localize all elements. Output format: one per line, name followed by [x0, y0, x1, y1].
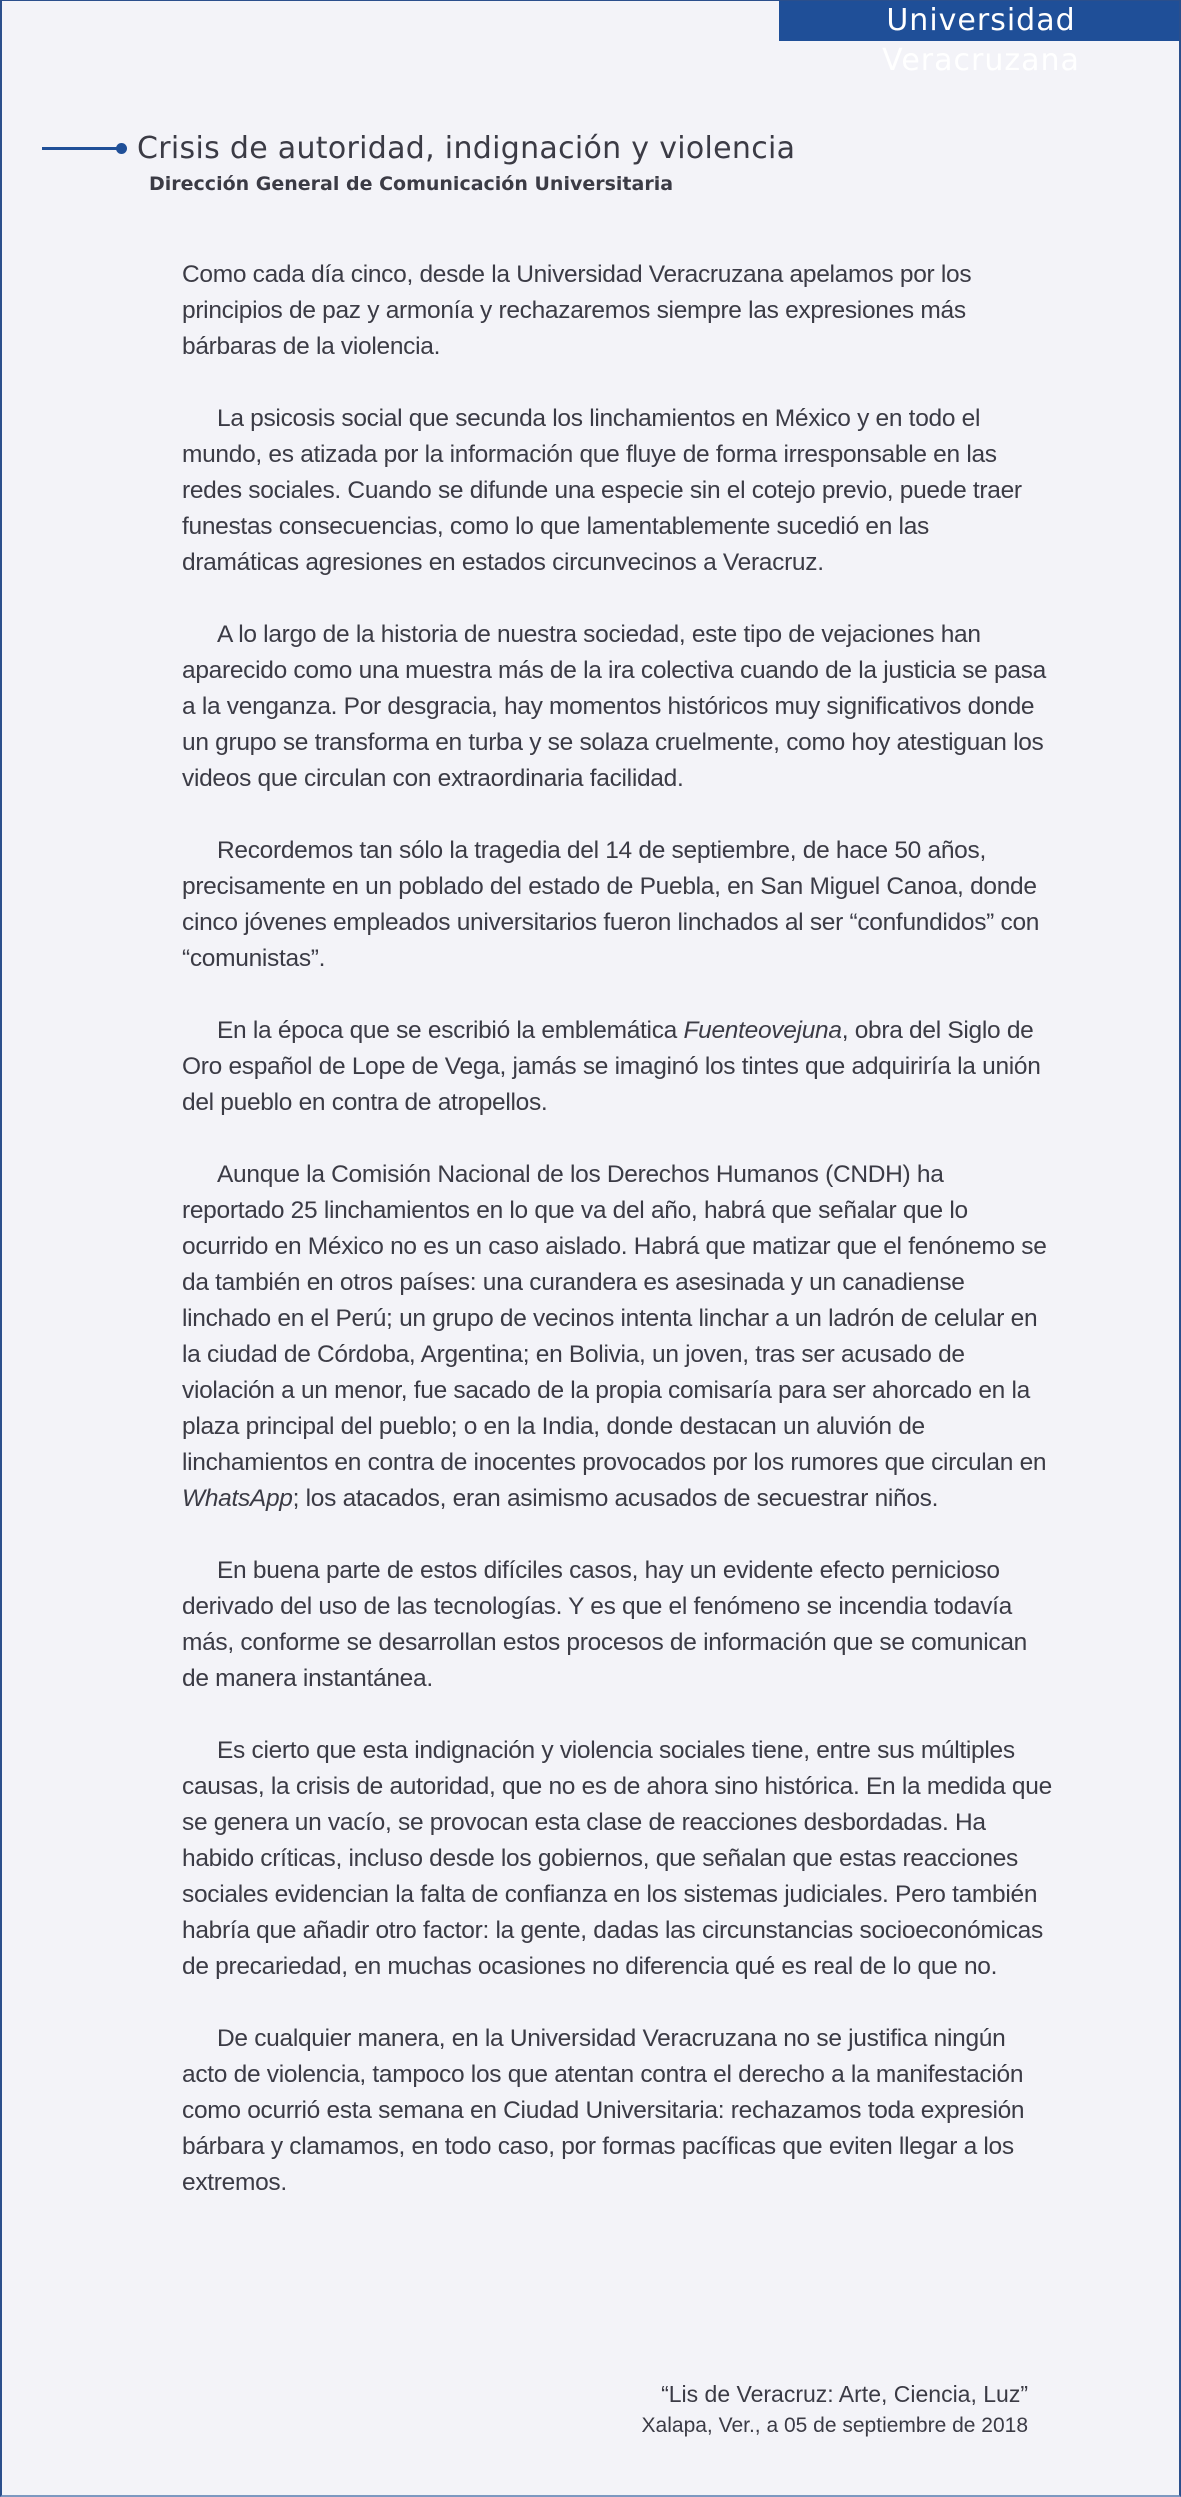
paragraph-6-text-before: Aunque la Comisión Nacional de los Derechos Humanos (CNDH) ha reportado 25 linchamientos en lo que va del año, habrá que señalar que lo ocurrido en México no es un caso aislado. Habrá que matizar que el fenónemo se da también en otros países: una curandera es asesinada y un canadiense linchado en el Perú; un grupo de vecinos intenta linchar a un ladrón de celular en la ciudad de Córdoba, Argentina; en Bolivia, un joven, tras ser acusado de violación a un menor, fue sacado de la propia comisaría para ser ahorcado en la plaza principal del pueblo; o en la India, donde destacan un aluvión de linchamientos en contra de inocentes provocados por los rumores que circulan en — [182, 1161, 1047, 1476]
paragraph-3: A lo largo de la historia de nuestra sociedad, este tipo de vejaciones han aparecido como una muestra más de la ira colectiva cuando de la justicia se pasa a la venganza. Por desgracia, hay momentos históricos muy significativos donde un grupo se transforma en turba y se solaza cruelmente, como hoy atestiguan los videos que circulan con extraordinaria facilidad. — [182, 621, 1046, 792]
page-title: Crisis de autoridad, indignación y violencia — [137, 131, 796, 166]
paragraph-8: Es cierto que esta indignación y violencia sociales tiene, entre sus múltiples causas, la crisis de autoridad, que no es de ahora sino histórica. En la medida que se genera un vacío, se provocan esta clase de reacciones desbordadas. Ha habido críticas, incluso desde los gobiernos, que señalan que estas reacciones sociales evidencian la falta de confianza en los sistemas judiciales. Pero también habría que añadir otro factor: la gente, dadas las circunstancias socioeconómicas de precariedad, en muchas ocasiones no diferencia qué es real de lo que no. — [182, 1737, 1052, 1980]
paragraph-1: Como cada día cinco, desde la Universidad Veracruzana apelamos por los principios de paz y armonía y rechazaremos siempre las expresiones más bárbaras de la violencia. — [182, 261, 972, 360]
work-title-italic: Fuenteovejuna — [683, 1017, 842, 1044]
university-motto: “Lis de Veracruz: Arte, Ciencia, Luz” — [661, 2381, 1028, 2407]
paragraph-4: Recordemos tan sólo la tragedia del 14 de septiembre, de hace 50 años, precisamente en un poblado del estado de Puebla, en San Miguel Canoa, donde cinco jóvenes empleados universitarios fueron linchados al ser “confundidos” con “comunistas”. — [182, 837, 1040, 972]
paragraph-7: En buena parte de estos difíciles casos, hay un evidente efecto pernicioso derivado del uso de las tecnologías. Y es que el fenómeno se incendia todavía más, conforme se desarrollan estos procesos de información que se comunican de manera instantánea. — [182, 1557, 1027, 1692]
paragraph-6 — [182, 1157, 1052, 1517]
university-brand-banner: Universidad Veracruzana — [779, 1, 1179, 41]
paragraph-5-text-before: En la época que se escribió la emblemática — [217, 1017, 684, 1044]
paragraph-6-text-after: ; los atacados, eran asimismo acusados de secuestrar niños. — [292, 1485, 939, 1512]
closing-block — [642, 2377, 1028, 2441]
title-bullet-icon — [116, 143, 127, 154]
paragraph-2: La psicosis social que secunda los linchamientos en México y en todo el mundo, es atizada por la información que fluye de forma irresponsable en las redes sociales. Cuando se difunde una especie sin el cotejo previo, puede traer funestas consecuencias, como lo que lamentablemente sucedió en las dramáticas agresiones en estados circunvecinos a Veracruz. — [182, 405, 1022, 576]
title-row — [42, 131, 795, 166]
paragraph-5 — [182, 1013, 1052, 1121]
app-name-italic: WhatsApp — [182, 1485, 293, 1512]
department-subtitle: Dirección General de Comunicación Universitaria — [149, 173, 674, 195]
dateline: Xalapa, Ver., a 05 de septiembre de 2018 — [641, 2414, 1028, 2437]
article-body — [182, 257, 1052, 2237]
title-accent-line — [42, 147, 120, 150]
paragraph-5-text-after: , obra del Siglo de Oro español de Lope de Vega, jamás se imaginó los tintes que adquiriría la unión del pueblo en contra de atropellos. — [182, 1017, 1041, 1116]
paragraph-9: De cualquier manera, en la Universidad Veracruzana no se justifica ningún acto de violencia, tampoco los que atentan contra el derecho a la manifestación como ocurrió esta semana en Ciudad Universitaria: rechazamos toda expresión bárbara y clamamos, en todo caso, por formas pacíficas que eviten llegar a los extremos. — [182, 2025, 1025, 2196]
